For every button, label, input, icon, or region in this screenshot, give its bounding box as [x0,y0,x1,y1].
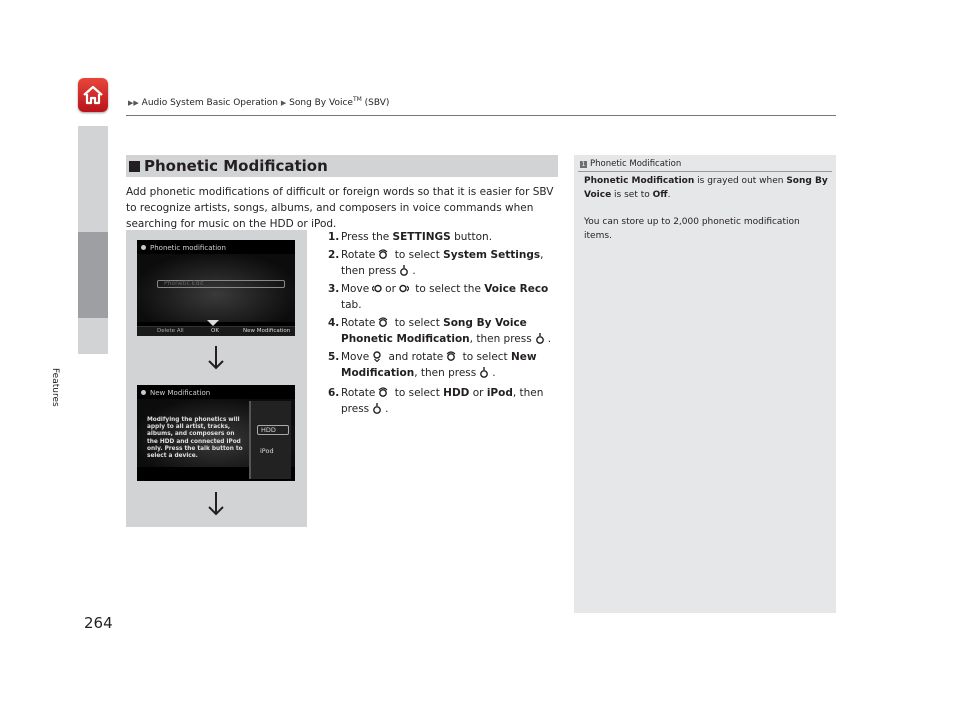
step-2: 2. Rotate to select System Settings, then press . [328,249,544,277]
side-tab-features[interactable] [78,232,108,318]
screen-title: New Modification [141,389,210,397]
step-6: 6. Rotate to select HDD or iPod, then press . [328,387,544,415]
bullet-icon [141,390,146,395]
device-list [249,401,291,479]
note-divider [578,171,832,172]
device-option-ipod[interactable]: iPod [260,447,274,455]
screen-phonetic-modification [137,240,295,336]
screen-message: Modifying the phonetics will apply to all artist, tracks, albums, and composers on the HDD and connected iPod only. Press the talk button to select a device. [147,417,243,460]
home-button[interactable] [78,78,108,112]
step-1: 1. Press the SETTINGS button. [328,231,493,243]
note-paragraph-1: Phonetic Modification is grayed out when Song By Voice is set to Off. [584,176,828,200]
interface-dial-rotate-icon [378,317,388,328]
interface-dial-rotate-icon [446,351,456,362]
interface-dial-rotate-icon [378,387,388,398]
note-title: 1 Phonetic Modification [581,159,682,169]
page-number: 264 [84,614,113,632]
note-box [574,155,836,613]
screen-title: Phonetic modification [141,244,226,252]
phonetic-edit-field[interactable]: Phonetic Edit [157,280,285,288]
intro-paragraph: Add phonetic modifications of difficult or foreign words so that it is easier for SBV to recognize artists, songs, albums, and composers in voice commands when searching for music on the HDD or iPod. [126,186,554,230]
note-paragraph-2: You can store up to 2,000 phonetic modification items. [584,217,800,241]
step-3: 3. Move or to select the Voice Reco tab. [328,283,549,311]
heading-square-icon [129,161,140,172]
interface-dial-rotate-icon [378,249,388,260]
header-divider [126,115,836,116]
home-icon [82,84,104,106]
screen-footer [137,326,295,336]
new-modification-button[interactable]: New Modification [243,328,291,334]
step-5: 5. Move and rotate to select New Modification, then press . [328,351,537,379]
interface-dial-press-icon [399,265,409,276]
delete-all-button[interactable]: Delete All [157,328,184,334]
steps-list [328,229,558,419]
down-arrow-icon [208,346,224,370]
interface-dial-press-icon [372,403,382,414]
breadcrumb-arrow-icon: ▶▶ [128,99,139,107]
note-number-icon: 1 [581,161,586,168]
down-arrow-icon [208,492,224,516]
side-tab-label: Features [50,368,60,407]
breadcrumb [128,96,389,108]
interface-dial-move-down-icon [372,351,382,362]
breadcrumb-current: Song By Voice™ (SBV) [289,96,390,108]
screen-background [137,254,295,322]
interface-dial-move-right-icon [399,283,409,294]
ok-button[interactable]: OK [211,328,219,334]
breadcrumb-arrow-icon: ▶ [280,99,287,107]
screen-new-modification [137,385,295,481]
interface-dial-press-icon [535,333,545,344]
bullet-icon [141,245,146,250]
interface-dial-move-left-icon [372,283,382,294]
step-4: 4. Rotate to select Song By Voice Phonetic Modification, then press . [328,317,552,345]
device-option-hdd[interactable]: HDD [257,425,289,435]
section-heading: Phonetic Modification [126,155,558,177]
breadcrumb-link-audio-basic[interactable]: Audio System Basic Operation [141,98,278,108]
interface-dial-press-icon [479,367,489,378]
